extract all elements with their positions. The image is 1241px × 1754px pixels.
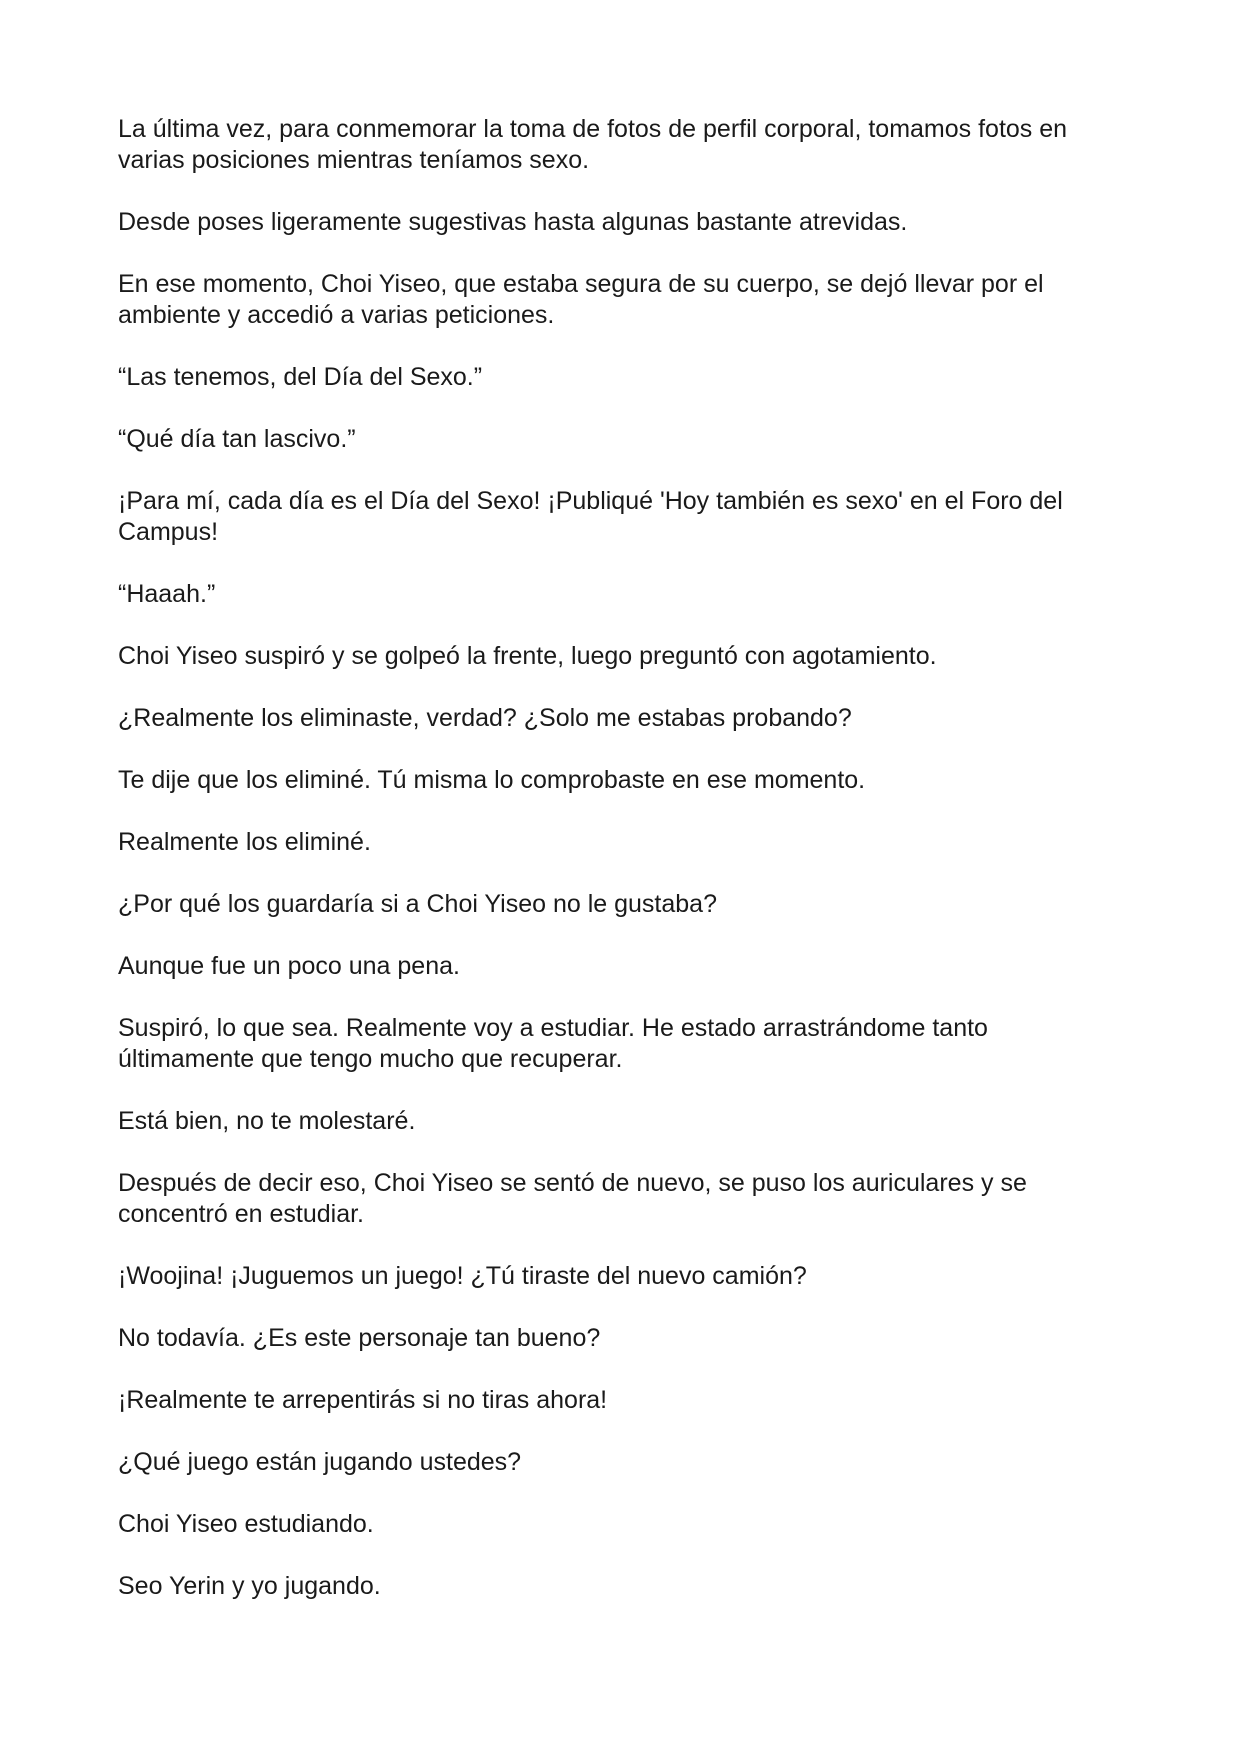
paragraph: Choi Yiseo suspiró y se golpeó la frente, luego preguntó con agotamiento.	[118, 642, 937, 670]
paragraph: “Las tenemos, del Día del Sexo.”	[118, 363, 483, 391]
paragraph: ¿Realmente los eliminaste, verdad? ¿Solo me estabas probando?	[118, 704, 852, 732]
paragraph: Suspiró, lo que sea. Realmente voy a estudiar. He estado arrastrándome tanto últimamente que tengo mucho que recuperar.	[118, 1014, 988, 1073]
paragraph: Después de decir eso, Choi Yiseo se sentó de nuevo, se puso los auriculares y se concentró en estudiar.	[118, 1169, 1027, 1228]
paragraph: “Qué día tan lascivo.”	[118, 425, 356, 453]
paragraph: Choi Yiseo estudiando.	[118, 1510, 374, 1538]
paragraph: La última vez, para conmemorar la toma de fotos de perfil corporal, tomamos fotos en varias posiciones mientras teníamos sexo.	[118, 115, 1068, 174]
paragraph: ¿Qué juego están jugando ustedes?	[118, 1448, 522, 1476]
paragraph: ¡Woojina! ¡Juguemos un juego! ¿Tú tiraste del nuevo camión?	[118, 1262, 807, 1290]
paragraph: ¡Para mí, cada día es el Día del Sexo! ¡Publiqué 'Hoy también es sexo' en el Foro del Campus!	[118, 487, 1063, 546]
document-body	[118, 114, 1128, 1633]
paragraph: En ese momento, Choi Yiseo, que estaba segura de su cuerpo, se dejó llevar por el ambiente y accedió a varias peticiones.	[118, 270, 1044, 329]
paragraph: Te dije que los eliminé. Tú misma lo comprobaste en ese momento.	[118, 766, 866, 794]
paragraph: Aunque fue un poco una pena.	[118, 952, 460, 980]
paragraph: Realmente los eliminé.	[118, 828, 371, 856]
paragraph: No todavía. ¿Es este personaje tan bueno?	[118, 1324, 601, 1352]
paragraph: “Haaah.”	[118, 580, 216, 608]
paragraph: Desde poses ligeramente sugestivas hasta algunas bastante atrevidas.	[118, 208, 908, 236]
paragraph: Está bien, no te molestaré.	[118, 1107, 416, 1135]
paragraph: ¿Por qué los guardaría si a Choi Yiseo no le gustaba?	[118, 890, 717, 918]
paragraph: ¡Realmente te arrepentirás si no tiras ahora!	[118, 1386, 608, 1414]
paragraph: Seo Yerin y yo jugando.	[118, 1572, 381, 1600]
